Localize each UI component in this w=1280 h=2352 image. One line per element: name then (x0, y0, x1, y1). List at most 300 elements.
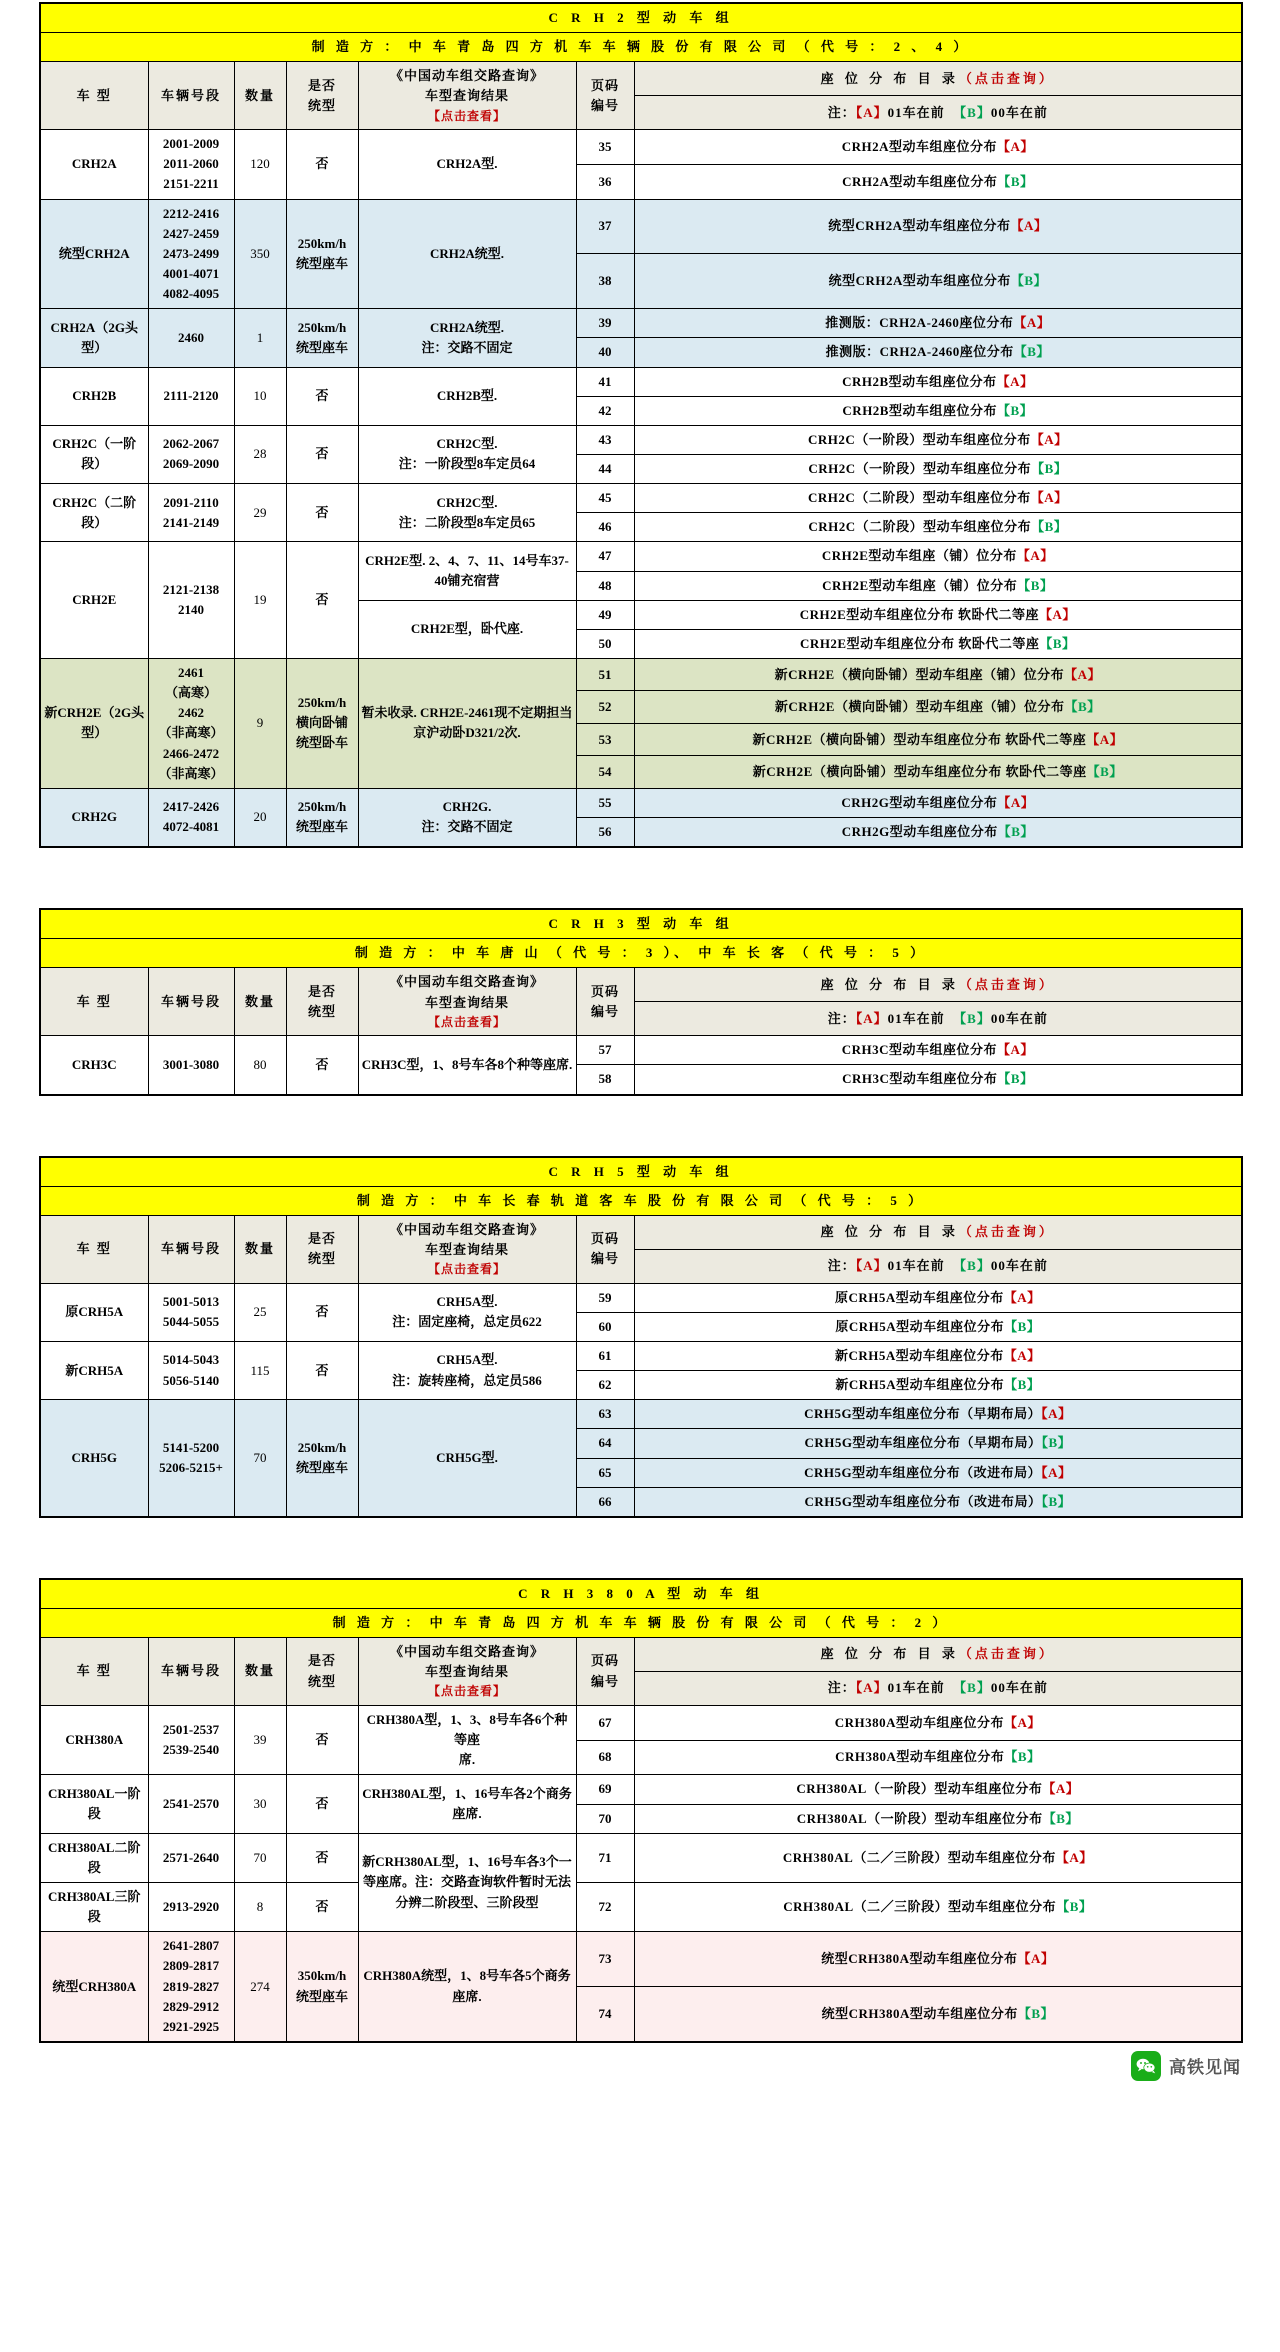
cell-car-number: 2921-2925 (162, 2018, 220, 2034)
section-banner-row (40, 1579, 1242, 1609)
cell-tongxing (286, 1341, 358, 1399)
cell-seat-entry[interactable] (634, 164, 1242, 199)
table-row (40, 425, 1242, 454)
cell-tongxing-line: 否 (315, 1056, 329, 1072)
cell-car-number: 2091-2110 (163, 494, 219, 510)
cell-page-number: 49 (576, 600, 634, 629)
cell-seat-entry[interactable] (634, 788, 1242, 817)
cell-page-number: 46 (576, 513, 634, 542)
cell-car-number: 2541-2570 (162, 1795, 220, 1811)
cell-seat-entry[interactable] (634, 723, 1242, 755)
cell-car-number: 2819-2827 (162, 1978, 220, 1994)
cell-seat-mark: 【B】 (1031, 460, 1068, 476)
col-header-seat-title: 座 位 分 布 目 录 (820, 70, 959, 86)
cell-seat-label: CRH2A型动车组座位分布 (842, 173, 998, 189)
cell-seat-label: CRH3C型动车组座位分布 (842, 1071, 998, 1087)
cell-page-number: 58 (576, 1065, 634, 1095)
cell-seat-entry[interactable] (634, 199, 1242, 254)
col-header-page-number (576, 62, 634, 130)
cell-tongxing-line: 横向卧铺 (295, 715, 348, 731)
cell-car-numbers (148, 1036, 234, 1095)
cell-page-number: 37 (576, 199, 634, 254)
seat-legend-a-mark: 【A】 (855, 1010, 888, 1026)
cell-car-number: 2111-2120 (163, 388, 219, 404)
cell-tongxing-line: 统型座车 (295, 1988, 348, 2004)
cell-tongxing (286, 658, 358, 788)
cell-model (40, 1932, 148, 2042)
cell-seat-entry[interactable] (634, 691, 1242, 723)
cell-seat-entry[interactable] (634, 367, 1242, 396)
cell-seat-entry[interactable] (634, 1833, 1242, 1882)
cell-quantity: 70 (234, 1400, 286, 1517)
cell-car-number: 4001-4071 (162, 266, 220, 281)
table-header-row-1 (40, 1215, 1242, 1249)
cell-query-line: CRH2A统型. (429, 319, 505, 335)
cell-seat-mark: 【B】 (996, 402, 1034, 418)
cell-quantity: 39 (234, 1705, 286, 1774)
cell-tongxing-line: 统型座车 (295, 1460, 348, 1476)
cell-seat-entry[interactable] (634, 1312, 1242, 1341)
cell-seat-label: 新CRH2E（横向卧铺）型动车组座位分布 软卧代二等座 (752, 764, 1087, 779)
cell-seat-label: CRH2C（一阶段）型动车组座位分布 (808, 460, 1032, 476)
cell-query-result[interactable] (358, 1775, 576, 1833)
seat-legend-b-mark: 【B】 (953, 1010, 991, 1026)
col-header-seat-query-link[interactable]: （点击查询） (958, 70, 1055, 86)
cell-seat-label: 新CRH2E（横向卧铺）型动车组座（铺）位分布 (774, 666, 1065, 682)
cell-car-number: 4072-4081 (162, 819, 220, 835)
cell-seat-label: CRH2A型动车组座位分布 (841, 138, 997, 154)
cell-tongxing-line: 否 (315, 1304, 329, 1320)
cell-seat-mark: 【B】 (1017, 2005, 1055, 2021)
col-header-car-numbers: 车辆号段 (148, 62, 234, 130)
col-header-query-link[interactable]: 【点击查看】 (427, 108, 506, 123)
cell-query-line: CRH5A型. (436, 1352, 498, 1368)
cell-model-line: CRH2A (71, 156, 117, 172)
cell-seat-mark: 【A】 (1055, 1849, 1093, 1865)
cell-car-number: 2461 (178, 664, 204, 680)
cell-page-number: 62 (576, 1371, 634, 1400)
cell-seat-mark: 【A】 (1003, 1714, 1041, 1730)
cell-model-line: CRH5G (71, 1449, 117, 1465)
col-header-page-line2: 编号 (590, 1251, 619, 1267)
col-header-seat-directory[interactable] (634, 1638, 1242, 1672)
cell-seat-entry[interactable] (634, 1283, 1242, 1312)
cell-page-number: 40 (576, 338, 634, 367)
cell-seat-mark: 【A】 (1030, 490, 1068, 506)
cell-seat-label: 新CRH5A型动车组座位分布 (835, 1377, 1005, 1393)
cell-tongxing (286, 1882, 358, 1931)
cell-quantity: 350 (234, 199, 286, 309)
cell-car-number: 2212-2416 (162, 205, 220, 221)
cell-seat-mark: 【A】 (997, 794, 1035, 810)
cell-page-number: 55 (576, 788, 634, 817)
cell-seat-entry[interactable] (634, 1932, 1242, 1987)
cell-car-number: 2121-2138 (162, 582, 220, 598)
cell-page-number: 74 (576, 1986, 634, 2042)
cell-query-line: CRH380AL型，1、16号车各2个商务 (362, 1785, 572, 1801)
cell-seat-mark: 【A】 (996, 373, 1034, 389)
cell-page-number: 71 (576, 1833, 634, 1882)
table-row (40, 484, 1242, 513)
cell-query-result[interactable] (358, 1283, 576, 1341)
cell-quantity: 80 (234, 1036, 286, 1095)
cell-seat-entry[interactable] (634, 1487, 1242, 1517)
cell-query-line: CRH380A型，1、3、8号车各6个种等座 (366, 1711, 568, 1748)
cell-seat-entry[interactable] (634, 1400, 1242, 1429)
cell-query-line: 分辨二阶段型、三阶段型 (395, 1894, 539, 1910)
cell-seat-mark: 【A】 (1010, 218, 1048, 234)
cell-car-numbers (148, 1932, 234, 2042)
cell-query-result[interactable] (358, 484, 576, 542)
section-maker-row (40, 1186, 1242, 1215)
cell-seat-mark: 【A】 (1041, 1464, 1072, 1480)
cell-seat-mark: 【B】 (1004, 1377, 1041, 1393)
cell-car-number: 2809-2817 (162, 1958, 220, 1974)
table-row (40, 658, 1242, 690)
cell-model (40, 425, 148, 483)
cell-query-line: 新CRH380AL型，1、16号车各3个一 (362, 1854, 572, 1870)
cell-seat-entry[interactable] (634, 484, 1242, 513)
cell-seat-entry[interactable] (634, 513, 1242, 542)
col-header-page-line1: 页码 (590, 983, 619, 999)
cell-query-result[interactable] (358, 1341, 576, 1399)
cell-tongxing (286, 367, 358, 425)
cell-query-result[interactable] (358, 130, 576, 199)
table-row (40, 199, 1242, 254)
cell-seat-entry[interactable] (634, 1986, 1242, 2042)
cell-seat-label: CRH2C（二阶段）型动车组座位分布 (808, 519, 1032, 535)
cell-page-number: 36 (576, 164, 634, 199)
cell-quantity: 29 (234, 484, 286, 542)
cell-query-line: CRH3C型，1、8号车各8个种等座席. (361, 1056, 573, 1072)
cell-seat-mark: 【A】 (996, 1042, 1034, 1058)
cell-model (40, 130, 148, 199)
col-header-quantity: 数量 (234, 968, 286, 1036)
cell-seat-entry[interactable] (634, 1065, 1242, 1095)
cell-seat-entry[interactable] (634, 454, 1242, 483)
cell-seat-entry[interactable] (634, 1429, 1242, 1458)
col-header-query-line1: 《中国动车组交路查询》 (389, 1221, 544, 1237)
cell-seat-mark: 【A】 (1013, 315, 1051, 331)
cell-car-number: 2913-2920 (162, 1899, 220, 1915)
cell-quantity: 115 (234, 1341, 286, 1399)
cell-seat-entry[interactable] (634, 1804, 1242, 1833)
col-header-query-link[interactable]: 【点击查看】 (427, 1684, 506, 1699)
cell-car-numbers (148, 788, 234, 847)
cell-page-number: 44 (576, 454, 634, 483)
cell-seat-entry[interactable] (634, 542, 1242, 571)
cell-page-number: 64 (576, 1429, 634, 1458)
table-row (40, 1283, 1242, 1312)
cell-seat-label: CRH2C（一阶段）型动车组座位分布 (807, 431, 1031, 447)
cell-car-number: 2462 (178, 705, 204, 721)
cell-seat-entry[interactable] (634, 571, 1242, 600)
cell-seat-entry[interactable] (634, 309, 1242, 338)
cell-car-number: 5001-5013 (162, 1294, 220, 1310)
cell-seat-mark: 【B】 (997, 173, 1034, 189)
wechat-icon (1131, 2051, 1161, 2081)
cell-query-result[interactable] (358, 1705, 576, 1774)
cell-query-line: 席. (458, 1752, 476, 1768)
cell-model-line: CRH2B (72, 388, 117, 404)
cell-seat-label: CRH380AL（一阶段）型动车组座位分布 (796, 1810, 1043, 1826)
cell-page-number: 63 (576, 1400, 634, 1429)
cell-seat-entry[interactable] (634, 629, 1242, 658)
section-banner-row (40, 1157, 1242, 1187)
col-header-model: 车 型 (40, 1215, 148, 1283)
seat-legend-a-text: 01车在前 (887, 104, 945, 120)
cell-car-number: 2466-2472 (162, 745, 220, 761)
cell-query-line: CRH5A型. (436, 1294, 498, 1310)
cell-seat-mark: 【B】 (1004, 1749, 1041, 1765)
section-banner-title: C R H 5 型 动 车 组 (40, 1157, 1242, 1187)
cell-query-line: 40铺充宿营 (434, 573, 500, 589)
cell-query-result[interactable] (358, 788, 576, 847)
section-crh5 (39, 1156, 1241, 1518)
section-maker-text: 制 造 方 ： 中 车 长 春 轨 道 客 车 股 份 有 限 公 司 （ 代 号 ： 5 ） (40, 1186, 1242, 1215)
cell-seat-entry[interactable] (634, 1458, 1242, 1487)
col-header-tongxing (286, 1638, 358, 1706)
seat-legend-a-mark: 【A】 (855, 104, 888, 120)
table-crh3 (39, 908, 1243, 1095)
table-crh380a (39, 1578, 1243, 2043)
cell-tongxing (286, 788, 358, 847)
cell-seat-mark: 【A】 (1030, 431, 1068, 447)
cell-seat-entry[interactable] (634, 1371, 1242, 1400)
col-header-seat-title: 座 位 分 布 目 录 (820, 976, 959, 992)
cell-page-number: 48 (576, 571, 634, 600)
cell-car-number: 2829-2912 (162, 1998, 220, 2014)
cell-seat-label: CRH2E型动车组座（铺）位分布 (822, 577, 1018, 593)
cell-car-numbers (148, 542, 234, 659)
table-row (40, 130, 1242, 165)
cell-page-number: 43 (576, 425, 634, 454)
col-header-car-numbers: 车辆号段 (148, 1638, 234, 1706)
cell-car-number: 2151-2211 (163, 176, 219, 192)
cell-seat-entry[interactable] (634, 1740, 1242, 1775)
cell-seat-mark: 【B】 (1010, 273, 1048, 289)
cell-seat-entry[interactable] (634, 254, 1242, 309)
watermark-group (1131, 2051, 1241, 2081)
cell-model (40, 1833, 148, 1882)
cell-car-number: 2062-2067 (162, 436, 220, 452)
cell-model (40, 788, 148, 847)
cell-query-result[interactable] (358, 658, 576, 788)
table-row (40, 1775, 1242, 1804)
cell-seat-label: CRH380AL（二／三阶段）型动车组座位分布 (782, 1849, 1056, 1865)
cell-car-number: （高寒） (164, 685, 217, 701)
cell-car-number: 4082-4095 (162, 286, 220, 302)
cell-car-numbers (148, 1833, 234, 1882)
cell-query-line: 座席. (452, 1806, 482, 1822)
col-header-query-line2: 车型查询结果 (424, 88, 509, 104)
cell-model-line: 原CRH5A (65, 1304, 124, 1320)
cell-query-result[interactable] (358, 1036, 576, 1095)
cell-seat-entry[interactable] (634, 1036, 1242, 1065)
cell-seat-entry[interactable] (634, 600, 1242, 629)
cell-page-number: 45 (576, 484, 634, 513)
cell-tongxing-line: 否 (315, 1732, 329, 1748)
section-banner-title: C R H 3 8 0 A 型 动 车 组 (40, 1579, 1242, 1609)
cell-seat-label: CRH380A型动车组座位分布 (835, 1749, 1005, 1765)
col-header-query-link[interactable]: 【点击查看】 (427, 1014, 506, 1029)
cell-seat-label: CRH5G型动车组座位分布（改进布局） (804, 1464, 1042, 1480)
cell-seat-mark: 【B】 (1041, 1435, 1072, 1451)
cell-query-result[interactable] (358, 1400, 576, 1517)
cell-car-number: 2417-2426 (162, 799, 220, 815)
cell-seat-label: 统型CRH380A型动车组座位分布 (821, 2005, 1018, 2021)
cell-seat-entry[interactable] (634, 425, 1242, 454)
cell-model (40, 199, 148, 309)
cell-seat-mark: 【B】 (1042, 1810, 1079, 1826)
cell-query-result[interactable] (358, 542, 576, 600)
cell-model (40, 1341, 148, 1399)
col-header-seat-directory[interactable] (634, 62, 1242, 96)
cell-tongxing (286, 130, 358, 199)
col-header-query (358, 62, 576, 130)
cell-query-line: 注：旋转座椅，总定员586 (392, 1372, 542, 1388)
col-header-query-line1: 《中国动车组交路查询》 (389, 68, 544, 84)
cell-model-line: 新CRH5A (65, 1362, 124, 1378)
cell-car-number: 2460 (178, 329, 204, 345)
cell-query-result[interactable] (358, 1932, 576, 2042)
section-maker-row (40, 1608, 1242, 1637)
cell-query-result[interactable] (358, 199, 576, 309)
table-row (40, 1400, 1242, 1429)
cell-seat-entry[interactable] (634, 658, 1242, 690)
cell-tongxing (286, 199, 358, 309)
cell-quantity: 120 (234, 130, 286, 199)
cell-seat-entry[interactable] (634, 756, 1242, 788)
cell-seat-label: CRH2B型动车组座位分布 (842, 402, 997, 418)
cell-seat-entry[interactable] (634, 1775, 1242, 1804)
cell-seat-entry[interactable] (634, 130, 1242, 165)
cell-quantity: 274 (234, 1932, 286, 2042)
cell-query-result[interactable] (358, 600, 576, 658)
cell-seat-label: CRH5G型动车组座位分布（早期布局） (804, 1406, 1042, 1422)
cell-quantity: 28 (234, 425, 286, 483)
cell-page-number: 72 (576, 1882, 634, 1931)
cell-tongxing-line: 250km/h (297, 319, 347, 335)
cell-page-number: 54 (576, 756, 634, 788)
cell-seat-entry[interactable] (634, 1882, 1242, 1931)
cell-query-line: 座席. (452, 1988, 482, 2004)
cell-seat-mark: 【A】 (996, 138, 1034, 154)
col-header-seat-directory[interactable] (634, 968, 1242, 1002)
seat-legend-b-text: 00车在前 (990, 1680, 1048, 1696)
cell-car-numbers (148, 658, 234, 788)
cell-query-result[interactable] (358, 425, 576, 483)
col-header-model: 车 型 (40, 62, 148, 130)
cell-query-line: 注：二阶段型8车定员65 (398, 514, 536, 530)
cell-query-line: CRH2G. (442, 799, 492, 815)
cell-car-numbers (148, 1705, 234, 1774)
seat-legend-prefix: 注： (827, 104, 856, 120)
col-header-tongxing-line1: 是否 (307, 1231, 336, 1247)
cell-seat-entry[interactable] (634, 396, 1242, 425)
col-header-quantity: 数量 (234, 62, 286, 130)
cell-query-result[interactable] (358, 367, 576, 425)
seat-legend-note (634, 96, 1242, 130)
cell-page-number: 35 (576, 130, 634, 165)
cell-model-line: CRH380AL一阶段 (48, 1785, 141, 1822)
cell-seat-mark: 【B】 (1041, 1493, 1072, 1509)
cell-car-numbers (148, 309, 234, 367)
cell-page-number: 56 (576, 817, 634, 847)
cell-quantity: 1 (234, 309, 286, 367)
table-row (40, 1833, 1242, 1882)
cell-tongxing-line: 统型座车 (295, 819, 348, 835)
section-maker-text: 制 造 方 ： 中 车 唐 山 （ 代 号 ： 3 ）、 中 车 长 客 （ 代 号 ： 5 ） (40, 939, 1242, 968)
cell-page-number: 59 (576, 1283, 634, 1312)
cell-car-numbers (148, 425, 234, 483)
cell-page-number: 53 (576, 723, 634, 755)
table-crh5 (39, 1156, 1243, 1518)
col-header-seat-directory[interactable] (634, 1215, 1242, 1249)
cell-tongxing-line: 否 (315, 1899, 329, 1915)
col-header-seat-query-link[interactable]: （点击查询） (958, 976, 1055, 992)
cell-seat-entry[interactable] (634, 338, 1242, 367)
cell-query-result[interactable] (358, 1833, 576, 1932)
cell-model (40, 367, 148, 425)
cell-seat-mark: 【A】 (1086, 731, 1124, 747)
seat-legend-prefix: 注： (827, 1258, 856, 1274)
cell-page-number: 60 (576, 1312, 634, 1341)
cell-seat-label: CRH5G型动车组座位分布（早期布局） (804, 1435, 1042, 1451)
cell-seat-label: CRH2G型动车组座位分布 (841, 794, 998, 810)
cell-car-numbers (148, 1283, 234, 1341)
col-header-seat-query-link[interactable]: （点击查询） (958, 1224, 1055, 1240)
col-header-query-link[interactable]: 【点击查看】 (427, 1262, 506, 1277)
cell-seat-mark: 【B】 (1017, 577, 1054, 593)
cell-car-number: 2069-2090 (162, 456, 220, 472)
cell-page-number: 38 (576, 254, 634, 309)
col-header-tongxing (286, 1215, 358, 1283)
cell-car-number: 5206-5215+ (159, 1460, 223, 1476)
col-header-quantity: 数量 (234, 1638, 286, 1706)
cell-model (40, 309, 148, 367)
cell-car-number: 2571-2640 (162, 1849, 220, 1865)
cell-quantity: 25 (234, 1283, 286, 1341)
col-header-page-line1: 页码 (590, 1231, 619, 1247)
cell-tongxing (286, 1932, 358, 2042)
col-header-seat-title: 座 位 分 布 目 录 (820, 1224, 959, 1240)
cell-car-numbers (148, 199, 234, 309)
cell-seat-label: CRH2E型动车组座（铺）位分布 (821, 548, 1017, 564)
cell-car-numbers (148, 1882, 234, 1931)
cell-quantity: 70 (234, 1833, 286, 1882)
table-row (40, 367, 1242, 396)
cell-query-result[interactable] (358, 309, 576, 367)
cell-page-number: 51 (576, 658, 634, 690)
cell-model (40, 1036, 148, 1095)
seat-legend-b-text: 00车在前 (990, 1258, 1048, 1274)
cell-car-number: 5056-5140 (162, 1372, 220, 1388)
cell-car-numbers (148, 1775, 234, 1833)
cell-seat-label: CRH2B型动车组座位分布 (842, 373, 997, 389)
cell-seat-mark: 【A】 (1016, 548, 1054, 564)
col-header-seat-query-link[interactable]: （点击查询） (958, 1646, 1055, 1662)
cell-seat-entry[interactable] (634, 817, 1242, 847)
cell-seat-entry[interactable] (634, 1705, 1242, 1740)
cell-query-line: 暂未收录. CRH2E-2461现不定期担当 (361, 705, 573, 721)
cell-seat-mark: 【B】 (997, 1071, 1034, 1087)
cell-car-number: 2140 (178, 602, 204, 618)
cell-seat-entry[interactable] (634, 1341, 1242, 1370)
table-crh2 (39, 2, 1243, 848)
cell-query-line: CRH2E型，卧代座. (410, 621, 524, 637)
cell-car-number: 2539-2540 (162, 1742, 220, 1758)
